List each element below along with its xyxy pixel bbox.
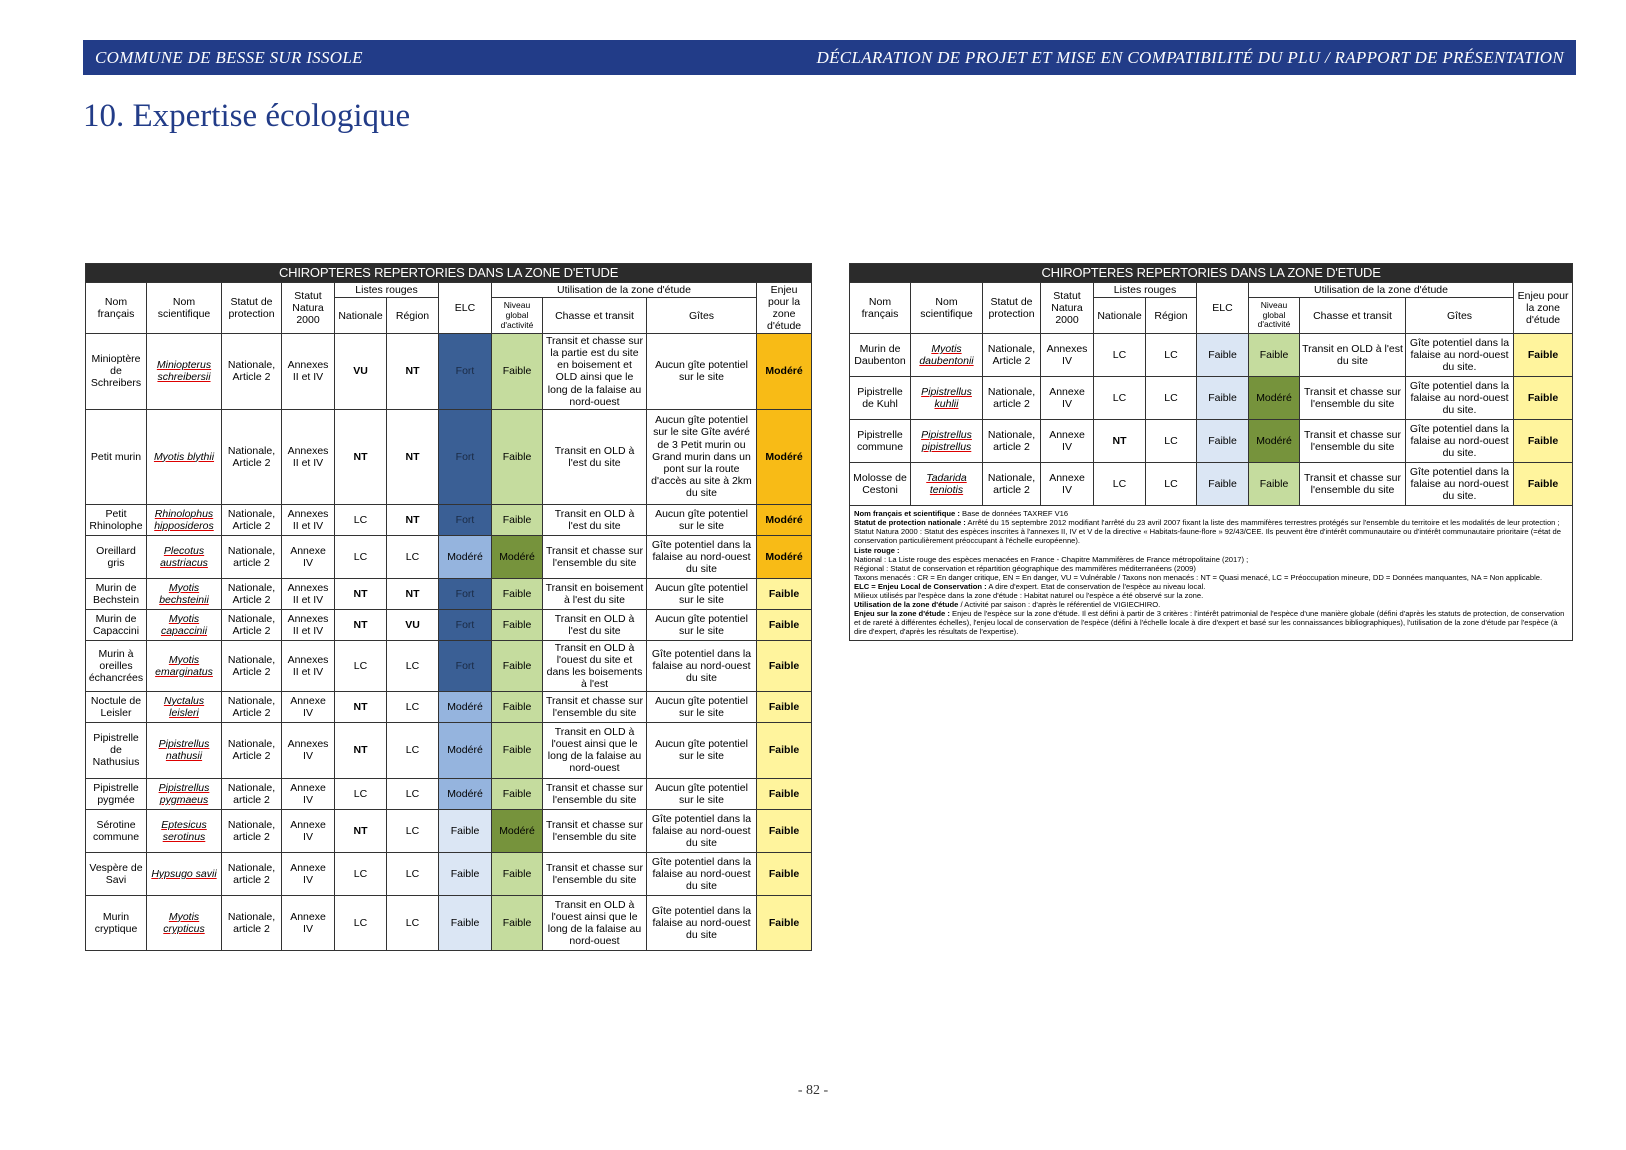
header-elc: ELC — [439, 283, 492, 334]
cell-liste-nationale: NT — [335, 609, 387, 640]
cell-nom-scientifique: Nyctalus leisleri — [147, 691, 222, 722]
cell-chasse-transit: Transit en boisement à l'est du site — [543, 578, 647, 609]
cell-elc: Faible — [1197, 334, 1249, 377]
cell-gites: Gîte potentiel dans la falaise au nord-ouest du site — [647, 640, 757, 691]
cell-niveau-activite: Modéré — [492, 535, 543, 578]
legend-note-text: Arrêté du 15 septembre 2012 modifiant l'arrêté du 23 avril 2007 fixant la liste des mammifères terrestres protégés sur l'ensemble du territoire et les modalités de leur protection ; — [965, 518, 1560, 528]
cell-niveau-activite: Faible — [492, 334, 543, 409]
cell-liste-region: LC — [387, 535, 439, 578]
header-niveau-activite: Niveau global d'activité — [492, 298, 543, 334]
cell-elc: Faible — [1197, 463, 1249, 506]
table-row — [850, 334, 1573, 377]
cell-niveau-activite: Faible — [492, 722, 543, 778]
legend-note-text: National : La Liste rouge des espèces menacées en France - Chapitre Mammifères de France métropolitaine (2017) ; — [854, 554, 1249, 564]
header-statut-natura: Statut Natura 2000 — [282, 283, 335, 334]
table-row — [850, 377, 1573, 420]
cell-nom-scientifique: Tadarida teniotis — [911, 463, 983, 506]
cell-niveau-activite: Faible — [492, 778, 543, 809]
cell-nom-francais: Pipistrelle commune — [850, 420, 911, 463]
cell-liste-nationale: NT — [335, 809, 387, 852]
header-enjeu: Enjeu pour la zone d'étude — [1514, 283, 1573, 334]
table-row — [86, 409, 812, 504]
cell-liste-region: LC — [387, 809, 439, 852]
table-row — [86, 578, 812, 609]
cell-statut-natura: Annexes II et IV — [282, 578, 335, 609]
cell-statut-protection: Nationale, article 2 — [983, 377, 1041, 420]
cell-elc: Fort — [439, 334, 492, 409]
legend-note — [854, 527, 1568, 545]
cell-liste-region: NT — [387, 504, 439, 535]
cell-gites: Gîte potentiel dans la falaise au nord-ouest du site — [647, 852, 757, 895]
cell-statut-natura: Annexes II et IV — [282, 640, 335, 691]
cell-gites: Aucun gîte potentiel sur le site — [647, 504, 757, 535]
header-nom-scientifique: Nom scientifique — [147, 283, 222, 334]
header-utilisation: Utilisation de la zone d'étude — [1249, 283, 1514, 298]
legend-note-term: Enjeu sur la zone d'étude : — [854, 609, 950, 619]
cell-enjeu: Faible — [757, 609, 812, 640]
cell-liste-nationale: LC — [335, 852, 387, 895]
header-utilisation: Utilisation de la zone d'étude — [492, 283, 757, 298]
table-caption: CHIROPTERES REPERTORIES DANS LA ZONE D'ETUDE — [850, 264, 1573, 283]
cell-chasse-transit: Transit en OLD à l'est du site — [543, 504, 647, 535]
cell-liste-region: LC — [1146, 377, 1197, 420]
cell-statut-protection: Nationale, Article 2 — [983, 334, 1041, 377]
cell-statut-protection: Nationale, Article 2 — [222, 578, 282, 609]
legend-note — [854, 564, 1568, 573]
cell-gites: Aucun gîte potentiel sur le site — [647, 722, 757, 778]
cell-liste-region: LC — [387, 722, 439, 778]
header-statut-natura: Statut Natura 2000 — [1041, 283, 1094, 334]
cell-enjeu: Faible — [1514, 420, 1573, 463]
legend-note — [854, 609, 1568, 636]
cell-elc: Faible — [439, 809, 492, 852]
cell-chasse-transit: Transit et chasse sur l'ensemble du site — [543, 852, 647, 895]
table-legend-notes — [850, 506, 1573, 641]
table-row — [86, 691, 812, 722]
cell-chasse-transit: Transit en OLD à l'est du site — [543, 409, 647, 504]
cell-niveau-activite: Faible — [492, 409, 543, 504]
cell-nom-scientifique: Myotis emarginatus — [147, 640, 222, 691]
legend-note-text: Milieux utilisés par l'espèce dans la zone d'étude : Habitat naturel ou l'espèce a été observé sur la zone. — [854, 591, 1204, 601]
table-row — [86, 334, 812, 409]
cell-elc: Fort — [439, 409, 492, 504]
cell-statut-natura: Annexe IV — [282, 809, 335, 852]
cell-liste-nationale: LC — [1094, 463, 1146, 506]
cell-liste-region: LC — [1146, 420, 1197, 463]
cell-chasse-transit: Transit et chasse sur l'ensemble du site — [1300, 377, 1406, 420]
header-document-title: DÉCLARATION DE PROJET ET MISE EN COMPATIBILITÉ DU PLU / RAPPORT DE PRÉSENTATION — [816, 47, 1564, 67]
cell-statut-protection: Nationale, article 2 — [983, 463, 1041, 506]
cell-elc: Modéré — [439, 722, 492, 778]
cell-niveau-activite: Faible — [492, 504, 543, 535]
cell-nom-scientifique: Myotis daubentonii — [911, 334, 983, 377]
cell-elc: Fort — [439, 578, 492, 609]
cell-statut-protection: Nationale, article 2 — [983, 420, 1041, 463]
cell-nom-francais: Murin de Capaccini — [86, 609, 147, 640]
legend-note-term: Nom français et scientifique : — [854, 509, 960, 519]
cell-enjeu: Faible — [757, 691, 812, 722]
legend-note-text: Base de données TAXREF V16 — [959, 509, 1069, 519]
cell-statut-natura: Annexe IV — [1041, 377, 1094, 420]
cell-liste-region: LC — [387, 691, 439, 722]
legend-note — [854, 546, 1568, 555]
cell-enjeu: Modéré — [757, 504, 812, 535]
table-row — [86, 809, 812, 852]
header-commune: COMMUNE DE BESSE SUR ISSOLE — [95, 47, 363, 67]
header-nom-scientifique: Nom scientifique — [911, 283, 983, 334]
cell-nom-francais: Murin de Bechstein — [86, 578, 147, 609]
cell-statut-natura: Annexe IV — [1041, 463, 1094, 506]
cell-chasse-transit: Transit et chasse sur l'ensemble du site — [543, 778, 647, 809]
cell-enjeu: Faible — [757, 722, 812, 778]
cell-liste-nationale: LC — [335, 640, 387, 691]
cell-enjeu: Faible — [757, 895, 812, 950]
header-gites: Gîtes — [647, 298, 757, 334]
cell-statut-natura: Annexe IV — [282, 535, 335, 578]
table-row — [850, 420, 1573, 463]
cell-statut-natura: Annexe IV — [282, 778, 335, 809]
legend-note — [854, 600, 1568, 609]
cell-liste-nationale: LC — [335, 778, 387, 809]
cell-statut-protection: Nationale, Article 2 — [222, 691, 282, 722]
cell-enjeu: Modéré — [757, 535, 812, 578]
cell-nom-scientifique: Eptesicus serotinus — [147, 809, 222, 852]
header-elc: ELC — [1197, 283, 1249, 334]
legend-note — [854, 573, 1568, 582]
cell-elc: Fort — [439, 640, 492, 691]
cell-chasse-transit: Transit en OLD à l'ouest du site et dans les boisements à l'est — [543, 640, 647, 691]
cell-liste-nationale: LC — [335, 895, 387, 950]
cell-statut-protection: Nationale, Article 2 — [222, 504, 282, 535]
chiroptera-table-left — [85, 263, 812, 951]
cell-enjeu: Faible — [757, 778, 812, 809]
cell-gites: Gîte potentiel dans la falaise au nord-ouest du site — [647, 809, 757, 852]
cell-gites: Gîte potentiel dans la falaise au nord-ouest du site — [647, 535, 757, 578]
table-row — [86, 852, 812, 895]
cell-statut-protection: Nationale, Article 2 — [222, 409, 282, 504]
cell-enjeu: Modéré — [757, 334, 812, 409]
cell-liste-region: NT — [387, 578, 439, 609]
table-row — [86, 609, 812, 640]
cell-nom-scientifique: Pipistrellus kuhlii — [911, 377, 983, 420]
legend-note — [854, 591, 1568, 600]
cell-elc: Faible — [1197, 420, 1249, 463]
cell-liste-nationale: LC — [335, 504, 387, 535]
cell-nom-scientifique: Myotis bechsteinii — [147, 578, 222, 609]
cell-nom-francais: Pipistrelle de Kuhl — [850, 377, 911, 420]
cell-enjeu: Faible — [757, 640, 812, 691]
header-region: Région — [387, 298, 439, 334]
cell-nom-scientifique: Rhinolophus hipposideros — [147, 504, 222, 535]
cell-enjeu: Faible — [1514, 463, 1573, 506]
cell-liste-region: VU — [387, 609, 439, 640]
cell-liste-region: LC — [387, 778, 439, 809]
cell-liste-region: LC — [1146, 334, 1197, 377]
cell-niveau-activite: Faible — [492, 895, 543, 950]
cell-chasse-transit: Transit et chasse sur l'ensemble du site — [543, 809, 647, 852]
cell-statut-natura: Annexe IV — [1041, 420, 1094, 463]
cell-nom-francais: Murin à oreilles échancrées — [86, 640, 147, 691]
cell-statut-protection: Nationale, article 2 — [222, 852, 282, 895]
header-statut-protection: Statut de protection — [222, 283, 282, 334]
cell-liste-nationale: LC — [1094, 377, 1146, 420]
cell-statut-protection: Nationale, article 2 — [222, 535, 282, 578]
cell-nom-scientifique: Pipistrellus nathusii — [147, 722, 222, 778]
header-listes-rouges: Listes rouges — [335, 283, 439, 298]
cell-gites: Aucun gîte potentiel sur le site — [647, 578, 757, 609]
cell-gites: Gîte potentiel dans la falaise au nord-ouest du site. — [1406, 377, 1514, 420]
legend-note — [854, 518, 1568, 527]
cell-statut-natura: Annexe IV — [282, 852, 335, 895]
legend-note-term: ELC = Enjeu Local de Conservation : — [854, 581, 987, 591]
legend-note — [854, 582, 1568, 591]
table-row — [86, 535, 812, 578]
table-caption: CHIROPTERES REPERTORIES DANS LA ZONE D'ETUDE — [86, 264, 812, 283]
table-row — [86, 778, 812, 809]
cell-statut-protection: Nationale, Article 2 — [222, 722, 282, 778]
cell-enjeu: Faible — [757, 578, 812, 609]
legend-note-text: A dire d'expert. Etat de conservation de l'espèce au niveau local. — [986, 581, 1206, 591]
legend-note-text: Statut Natura 2000 : Statut des espèces inscrites à l'annexes II, IV et V de la directive « Habitats-faune-flore » 92/43/CEE. Ils peuvent être d'intérêt communautaire ou d'intérêt communautaire prioritaire (=état de conservation particulièrement préoccupant à l'échelle européenne). — [854, 527, 1561, 546]
header-enjeu: Enjeu pour la zone d'étude — [757, 283, 812, 334]
cell-liste-nationale: NT — [335, 409, 387, 504]
cell-nom-scientifique: Myotis crypticus — [147, 895, 222, 950]
cell-nom-francais: Sérotine commune — [86, 809, 147, 852]
cell-nom-francais: Petit Rhinolophe — [86, 504, 147, 535]
cell-niveau-activite: Faible — [1249, 463, 1300, 506]
cell-liste-region: NT — [387, 334, 439, 409]
cell-statut-natura: Annexes II et IV — [282, 334, 335, 409]
cell-liste-nationale: VU — [335, 334, 387, 409]
cell-niveau-activite: Modéré — [1249, 377, 1300, 420]
cell-nom-francais: Pipistrelle de Nathusius — [86, 722, 147, 778]
cell-niveau-activite: Modéré — [492, 809, 543, 852]
cell-gites: Aucun gîte potentiel sur le site — [647, 334, 757, 409]
cell-nom-francais: Oreillard gris — [86, 535, 147, 578]
table-row — [86, 722, 812, 778]
cell-statut-protection: Nationale, Article 2 — [222, 334, 282, 409]
cell-elc: Faible — [1197, 377, 1249, 420]
cell-liste-nationale: LC — [1094, 334, 1146, 377]
cell-chasse-transit: Transit et chasse sur l'ensemble du site — [1300, 420, 1406, 463]
cell-nom-scientifique: Hypsugo savii — [147, 852, 222, 895]
header-statut-protection: Statut de protection — [983, 283, 1041, 334]
cell-liste-region: LC — [1146, 463, 1197, 506]
cell-nom-scientifique: Plecotus austriacus — [147, 535, 222, 578]
cell-nom-scientifique: Pipistrellus pipistrellus — [911, 420, 983, 463]
cell-chasse-transit: Transit en OLD à l'est du site — [1300, 334, 1406, 377]
header-nom-francais: Nom français — [850, 283, 911, 334]
cell-liste-nationale: NT — [335, 691, 387, 722]
legend-note-term: Utilisation de la zone d'étude — [854, 600, 959, 610]
cell-niveau-activite: Faible — [492, 609, 543, 640]
header-nationale: Nationale — [1094, 298, 1146, 334]
cell-nom-francais: Noctule de Leisler — [86, 691, 147, 722]
cell-enjeu: Faible — [1514, 377, 1573, 420]
cell-gites: Gîte potentiel dans la falaise au nord-ouest du site. — [1406, 420, 1514, 463]
cell-elc: Modéré — [439, 778, 492, 809]
cell-nom-francais: Murin de Daubenton — [850, 334, 911, 377]
cell-niveau-activite: Faible — [492, 578, 543, 609]
cell-niveau-activite: Faible — [1249, 334, 1300, 377]
cell-gites: Aucun gîte potentiel sur le site — [647, 609, 757, 640]
cell-gites: Gîte potentiel dans la falaise au nord-ouest du site. — [1406, 334, 1514, 377]
page-number: - 82 - — [797, 1083, 829, 1098]
legend-note-text: Régional : Statut de conservation et répartition géographique des mammifères méditerranéens (2009) — [854, 563, 1196, 573]
cell-elc: Modéré — [439, 535, 492, 578]
header-chasse-transit: Chasse et transit — [1300, 298, 1406, 334]
cell-nom-scientifique: Pipistrellus pygmaeus — [147, 778, 222, 809]
header-banner — [83, 40, 1576, 75]
legend-note-text: Taxons menacés : CR = En danger critique, EN = En danger, VU = Vulnérable / Taxons non menacés : NT = Quasi menacé, LC = Préoccupation mineure, DD = Données manquantes, NA = Non applicable. — [854, 572, 1543, 582]
cell-liste-region: NT — [387, 409, 439, 504]
chiroptera-table-right — [849, 263, 1573, 641]
cell-nom-francais: Pipistrelle pygmée — [86, 778, 147, 809]
table-row — [86, 895, 812, 950]
cell-elc: Faible — [439, 895, 492, 950]
cell-gites: Aucun gîte potentiel sur le site — [647, 691, 757, 722]
cell-liste-nationale: NT — [1094, 420, 1146, 463]
cell-chasse-transit: Transit et chasse sur la partie est du site en boisement et OLD ainsi que le long de la falaise au nord-ouest — [543, 334, 647, 409]
cell-chasse-transit: Transit et chasse sur l'ensemble du site — [1300, 463, 1406, 506]
cell-elc: Faible — [439, 852, 492, 895]
legend-note — [854, 509, 1568, 518]
cell-statut-protection: Nationale, Article 2 — [222, 640, 282, 691]
cell-gites: Aucun gîte potentiel sur le site Gîte avéré de 3 Petit murin ou Grand murin dans un pont sur la route d'accès au site à 2km du site — [647, 409, 757, 504]
cell-enjeu: Faible — [1514, 334, 1573, 377]
cell-nom-scientifique: Myotis capaccinii — [147, 609, 222, 640]
cell-nom-francais: Petit murin — [86, 409, 147, 504]
cell-statut-natura: Annexe IV — [282, 691, 335, 722]
cell-chasse-transit: Transit et chasse sur l'ensemble du site — [543, 691, 647, 722]
cell-nom-francais: Murin cryptique — [86, 895, 147, 950]
cell-niveau-activite: Faible — [492, 691, 543, 722]
cell-chasse-transit: Transit et chasse sur l'ensemble du site — [543, 535, 647, 578]
cell-elc: Modéré — [439, 691, 492, 722]
page-title: 10. Expertise écologique — [83, 98, 411, 134]
table-row — [86, 504, 812, 535]
legend-note-term: Statut de protection nationale : — [854, 518, 966, 528]
header-niveau-activite: Niveau global d'activité — [1249, 298, 1300, 334]
cell-statut-protection: Nationale, article 2 — [222, 895, 282, 950]
cell-chasse-transit: Transit en OLD à l'est du site — [543, 609, 647, 640]
cell-statut-natura: Annexes II et IV — [282, 409, 335, 504]
legend-note-text: / Activité par saison : d'après le référentiel de VIGIECHIRO. — [958, 600, 1161, 610]
cell-liste-region: LC — [387, 852, 439, 895]
header-listes-rouges: Listes rouges — [1094, 283, 1197, 298]
cell-elc: Fort — [439, 609, 492, 640]
header-region: Région — [1146, 298, 1197, 334]
cell-statut-protection: Nationale, article 2 — [222, 809, 282, 852]
legend-note-text: Enjeu de l'espèce sur la zone d'étude. Il est défini à partir de 3 critères : l'intérêt patrimonial de l'espèce d'une manière globale (défini d'après les statuts de protection, de conservation et de rareté à différentes échelles), l'enjeu local de conservation de l'espèce (défini à l'échelle locale à dire d'expert et basé sur les connaissances bibliographiques), l'utilisation de la zone d'étude par l'espèce (à dire d'expert, d'après les résultats de l'expertise). — [854, 609, 1565, 637]
cell-statut-protection: Nationale, article 2 — [222, 778, 282, 809]
cell-liste-nationale: NT — [335, 722, 387, 778]
legend-note — [854, 555, 1568, 564]
cell-gites: Gîte potentiel dans la falaise au nord-ouest du site. — [1406, 463, 1514, 506]
table-row — [850, 463, 1573, 506]
legend-note-term: Liste rouge : — [854, 545, 900, 555]
cell-nom-francais: Molosse de Cestoni — [850, 463, 911, 506]
cell-liste-nationale: LC — [335, 535, 387, 578]
cell-statut-natura: Annexes IV — [282, 722, 335, 778]
cell-statut-natura: Annexes II et IV — [282, 504, 335, 535]
table-row — [86, 640, 812, 691]
cell-enjeu: Faible — [757, 852, 812, 895]
cell-enjeu: Modéré — [757, 409, 812, 504]
cell-enjeu: Faible — [757, 809, 812, 852]
header-chasse-transit: Chasse et transit — [543, 298, 647, 334]
cell-chasse-transit: Transit en OLD à l'ouest ainsi que le long de la falaise au nord-ouest — [543, 722, 647, 778]
cell-statut-protection: Nationale, Article 2 — [222, 609, 282, 640]
cell-statut-natura: Annexes IV — [1041, 334, 1094, 377]
cell-niveau-activite: Faible — [492, 640, 543, 691]
header-gites: Gîtes — [1406, 298, 1514, 334]
header-nationale: Nationale — [335, 298, 387, 334]
cell-statut-natura: Annexe IV — [282, 895, 335, 950]
header-nom-francais: Nom français — [86, 283, 147, 334]
cell-chasse-transit: Transit en OLD à l'ouest ainsi que le long de la falaise au nord-ouest — [543, 895, 647, 950]
cell-nom-scientifique: Miniopterus schreibersii — [147, 334, 222, 409]
cell-nom-francais: Vespère de Savi — [86, 852, 147, 895]
cell-niveau-activite: Modéré — [1249, 420, 1300, 463]
cell-liste-region: LC — [387, 895, 439, 950]
cell-nom-scientifique: Myotis blythii — [147, 409, 222, 504]
cell-liste-nationale: NT — [335, 578, 387, 609]
cell-gites: Gîte potentiel dans la falaise au nord-ouest du site — [647, 895, 757, 950]
cell-elc: Fort — [439, 504, 492, 535]
cell-niveau-activite: Faible — [492, 852, 543, 895]
cell-nom-francais: Minioptère de Schreibers — [86, 334, 147, 409]
cell-statut-natura: Annexes II et IV — [282, 609, 335, 640]
cell-gites: Aucun gîte potentiel sur le site — [647, 778, 757, 809]
cell-liste-region: LC — [387, 640, 439, 691]
